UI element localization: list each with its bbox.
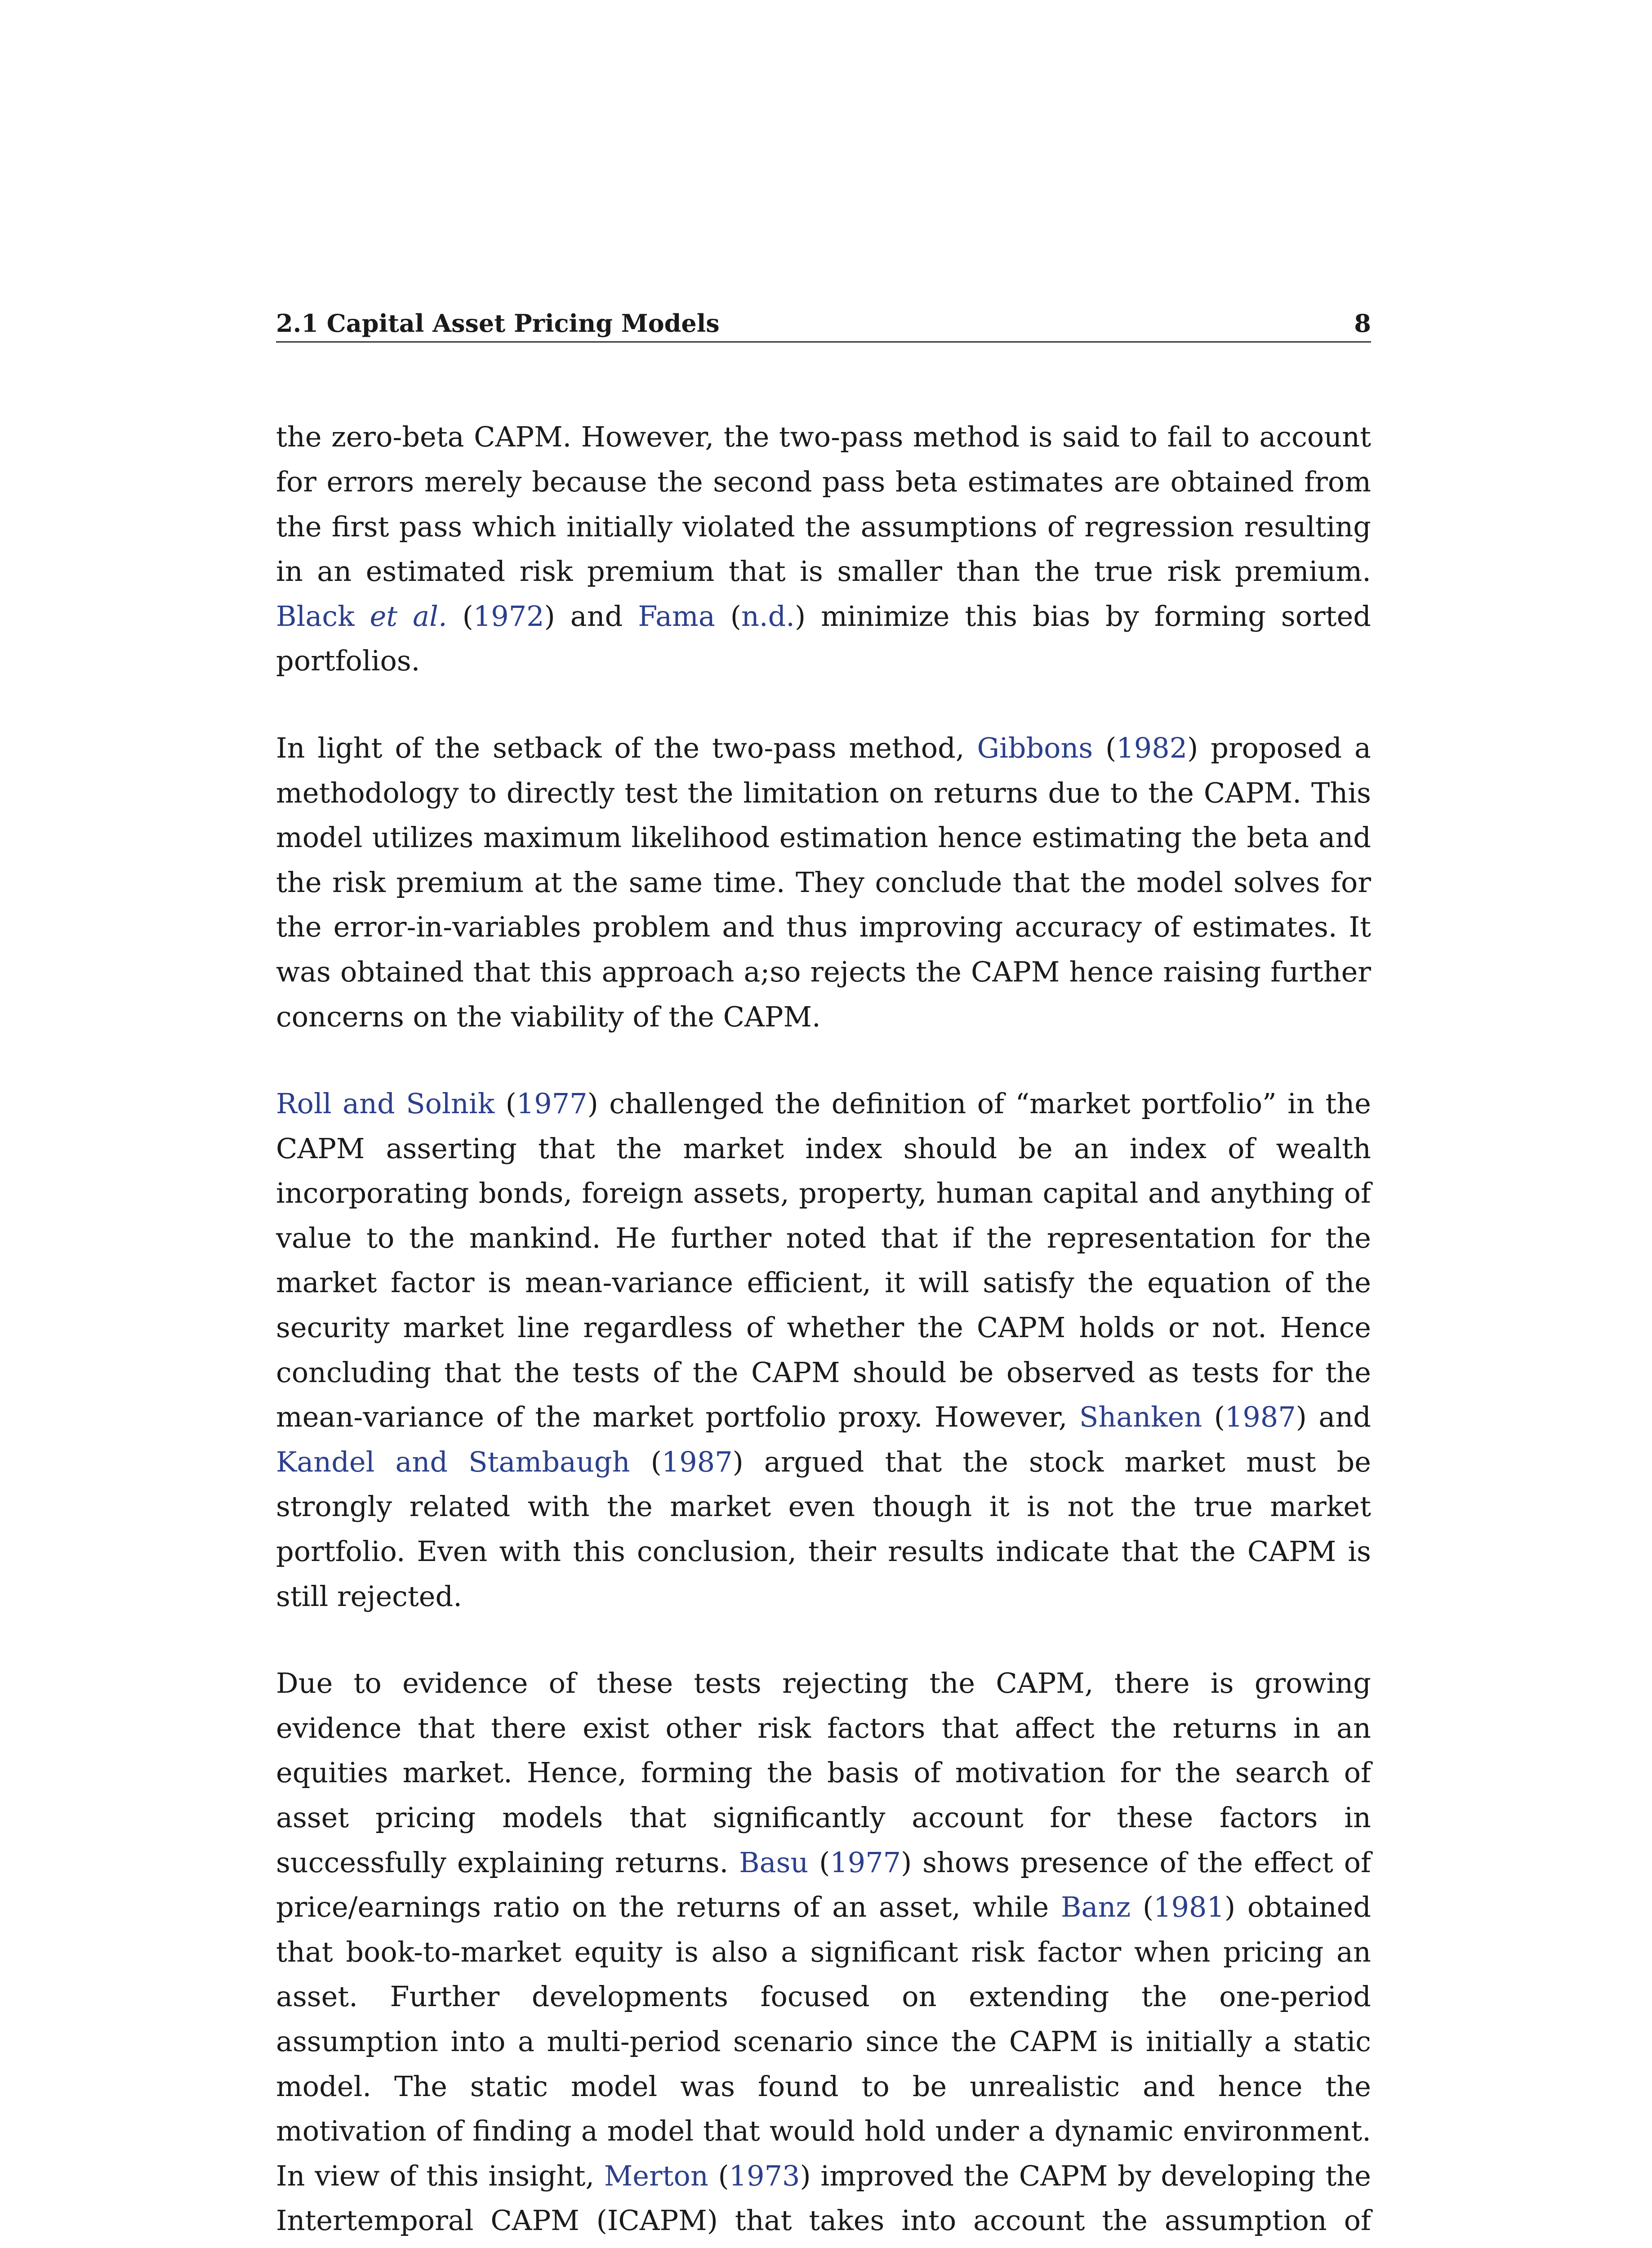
- paragraph-text: ) improved the CAPM by developing the Intertemporal CAPM (ICAPM) that takes into account the assumption of: [276, 2159, 1371, 2237]
- paragraph-text: (: [447, 599, 473, 633]
- running-header: [276, 310, 1371, 343]
- paragraph-text: (: [808, 1846, 830, 1879]
- citation-link[interactable]: [276, 600, 447, 633]
- citation-link[interactable]: Gibbons: [977, 731, 1093, 764]
- paragraph-text: (: [1093, 731, 1117, 764]
- citation-link[interactable]: Shanken: [1079, 1401, 1202, 1434]
- citation-link[interactable]: Kandel and Stambaugh: [276, 1445, 630, 1478]
- citation-link[interactable]: Banz: [1060, 1891, 1131, 1924]
- paragraph-text: ) shows presence of the effect of price/earnings ratio on the returns of an asset, while: [276, 1846, 1371, 1924]
- paragraph-text: ) and: [1296, 1401, 1371, 1434]
- citation-etal: et al.: [370, 599, 447, 633]
- paragraph-text: (: [494, 1087, 517, 1120]
- citation-link[interactable]: 1982: [1116, 731, 1188, 764]
- section-title: 2.1 Capital Asset Pricing Models: [276, 309, 720, 338]
- citation-link[interactable]: 1973: [729, 2159, 800, 2192]
- citation-link[interactable]: Fama: [638, 599, 715, 633]
- paragraph-text: ) proposed a methodology to directly test the limitation on returns due to the CAPM. This model utilizes maximum likelihood estimation hence estimating the beta and the risk premium at the same time. They conclude that the model solves for the error-in-variables problem and thus improving accuracy of estimates. It was obtained that this approach a;so rejects the CAPM hence raising further concerns on the viability of the CAPM.: [276, 731, 1371, 1033]
- citation-link[interactable]: Roll and Solnik: [276, 1087, 495, 1120]
- citation-link[interactable]: 1977: [516, 1087, 588, 1120]
- paragraph-text: ) argued that the stock market must be strongly related with the market even though it is not the true market portfolio. Even with this conclusion, their results indicate that the CAPM is still rejected.: [276, 1445, 1371, 1613]
- citation-link[interactable]: Merton: [604, 2159, 708, 2192]
- paragraph-text: ) obtained that book-to-market equity is also a significant risk factor when pricing an asset. Further developments focused on extending the one-period assumption into a multi-period scenario since the CAPM is initially a static model. The static model was found to be unrealistic and hence the motivation of finding a model that would hold under a dynamic environment. In view of this insight,: [276, 1891, 1371, 2192]
- paragraph-2: [276, 726, 1371, 1039]
- citation-link[interactable]: 1972: [473, 599, 544, 633]
- paragraph-1: [276, 415, 1371, 683]
- paragraph-text: Due to evidence of these tests rejecting the CAPM, there is growing evidence that there exist other risk factors that affect the returns in an equities market. Hence, forming the basis of motivation for the search of asset pricing models that significantly account for these factors in successfully explaining returns.: [276, 1667, 1371, 1879]
- paragraph-text: ) minimize this bias by forming sorted portfolios.: [276, 599, 1371, 678]
- citation-link[interactable]: 1987: [1225, 1401, 1296, 1434]
- paragraph-text: ) challenged the definition of “market portfolio” in the CAPM asserting that the market index should be an index of wealth incorporating bonds, foreign assets, property, human capital and anything of value to the mankind. He further noted that if the representation for the market factor is mean-variance efficient, it will satisfy the equation of the security market line regardless of whether the CAPM holds or not. Hence concluding that the tests of the CAPM should be observed as tests for the mean-variance of the market portfolio proxy. However,: [276, 1087, 1371, 1434]
- paragraph-3: [276, 1081, 1371, 1619]
- page: [276, 310, 1371, 2248]
- paragraph-text: the zero-beta CAPM. However, the two-pass method is said to fail to account for errors merely because the second pass beta estimates are obtained from the first pass which initially violated the assumptions of regression resulting in an estimated risk premium that is smaller than the true risk premium.: [276, 420, 1371, 588]
- paragraph-text: In light of the setback of the two-pass method,: [276, 731, 977, 764]
- paragraph-4: [276, 1661, 1371, 2248]
- citation-author: Black: [276, 599, 370, 633]
- paragraph-text: (: [715, 599, 741, 633]
- paragraph-text: (: [1131, 1891, 1154, 1924]
- citation-link[interactable]: 1977: [830, 1846, 901, 1879]
- paragraph-text: ) and: [544, 599, 638, 633]
- paragraph-text: (: [630, 1445, 662, 1478]
- page-number: 8: [1354, 309, 1371, 338]
- paragraph-text: (: [1202, 1401, 1225, 1434]
- citation-link[interactable]: 1987: [661, 1445, 733, 1478]
- citation-link[interactable]: n.d.: [741, 599, 795, 633]
- paragraph-text: (: [708, 2159, 729, 2192]
- citation-link[interactable]: Basu: [739, 1846, 809, 1879]
- citation-link[interactable]: 1981: [1153, 1891, 1225, 1924]
- body-text: [276, 415, 1371, 2248]
